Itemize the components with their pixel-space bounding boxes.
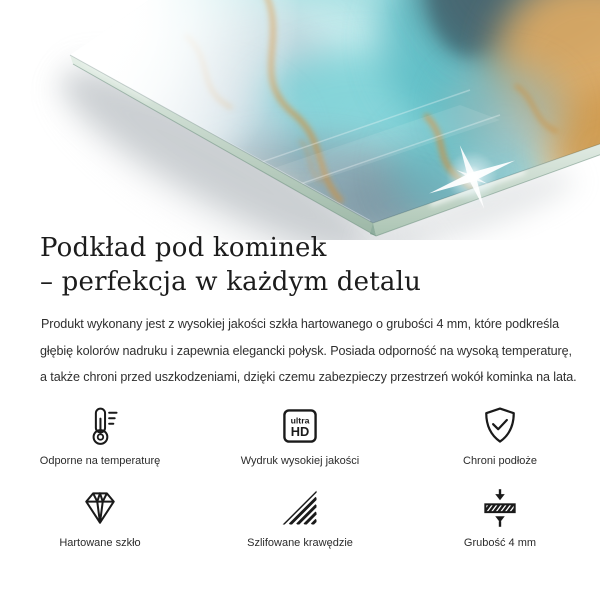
description-line: głębię kolorów nadruku i zapewnia elegancki połysk. Posiada odporność na wysoką temperaturę, xyxy=(40,343,572,358)
feature-item-polished-edges xyxy=(200,486,400,550)
feature-item-thickness xyxy=(400,486,600,550)
page-title-line2: – perfekcja w każdym detalu xyxy=(40,267,422,297)
page-title-line1: Podkład pod kominek xyxy=(40,233,327,263)
feature-label: Grubość 4 mm xyxy=(463,537,537,549)
product-image xyxy=(0,0,600,240)
diamond-icon xyxy=(78,486,122,530)
thickness-arrows-icon xyxy=(478,486,522,530)
ultra-hd-icon xyxy=(278,404,322,448)
glass-panel-illustration xyxy=(0,0,600,240)
description-line: a także chroni przed uszkodzeniami, dzięki czemu zabezpieczy przestrzeń wokół kominka na lata. xyxy=(40,370,577,384)
shield-check-icon xyxy=(478,404,522,448)
feature-item-tempered-glass xyxy=(0,486,200,550)
feature-label: Odporne na temperaturę xyxy=(39,455,161,467)
feature-item-print-quality xyxy=(200,404,400,468)
feature-label: Chroni podłoże xyxy=(463,455,537,467)
feature-label: Wydruk wysokiej jakości xyxy=(240,455,360,467)
description-line: Produkt wykonany jest z wysokiej jakości szkła hartowanego o grubości 4 mm, które podkreśla xyxy=(41,317,559,331)
ultra-hd-badge-top: ultra xyxy=(290,415,310,426)
feature-item-protects-floor xyxy=(400,404,600,468)
ultra-hd-badge-bottom: HD xyxy=(290,424,310,440)
feature-label: Szlifowane krawędzie xyxy=(247,537,353,549)
polished-edge-icon xyxy=(278,486,322,530)
content-block xyxy=(40,231,577,391)
features-grid xyxy=(0,404,600,550)
feature-label: Hartowane szkło xyxy=(59,537,141,549)
feature-item-temperature xyxy=(0,404,200,468)
page-title xyxy=(40,231,560,299)
thermometer-icon xyxy=(78,404,122,448)
product-description xyxy=(40,311,577,391)
